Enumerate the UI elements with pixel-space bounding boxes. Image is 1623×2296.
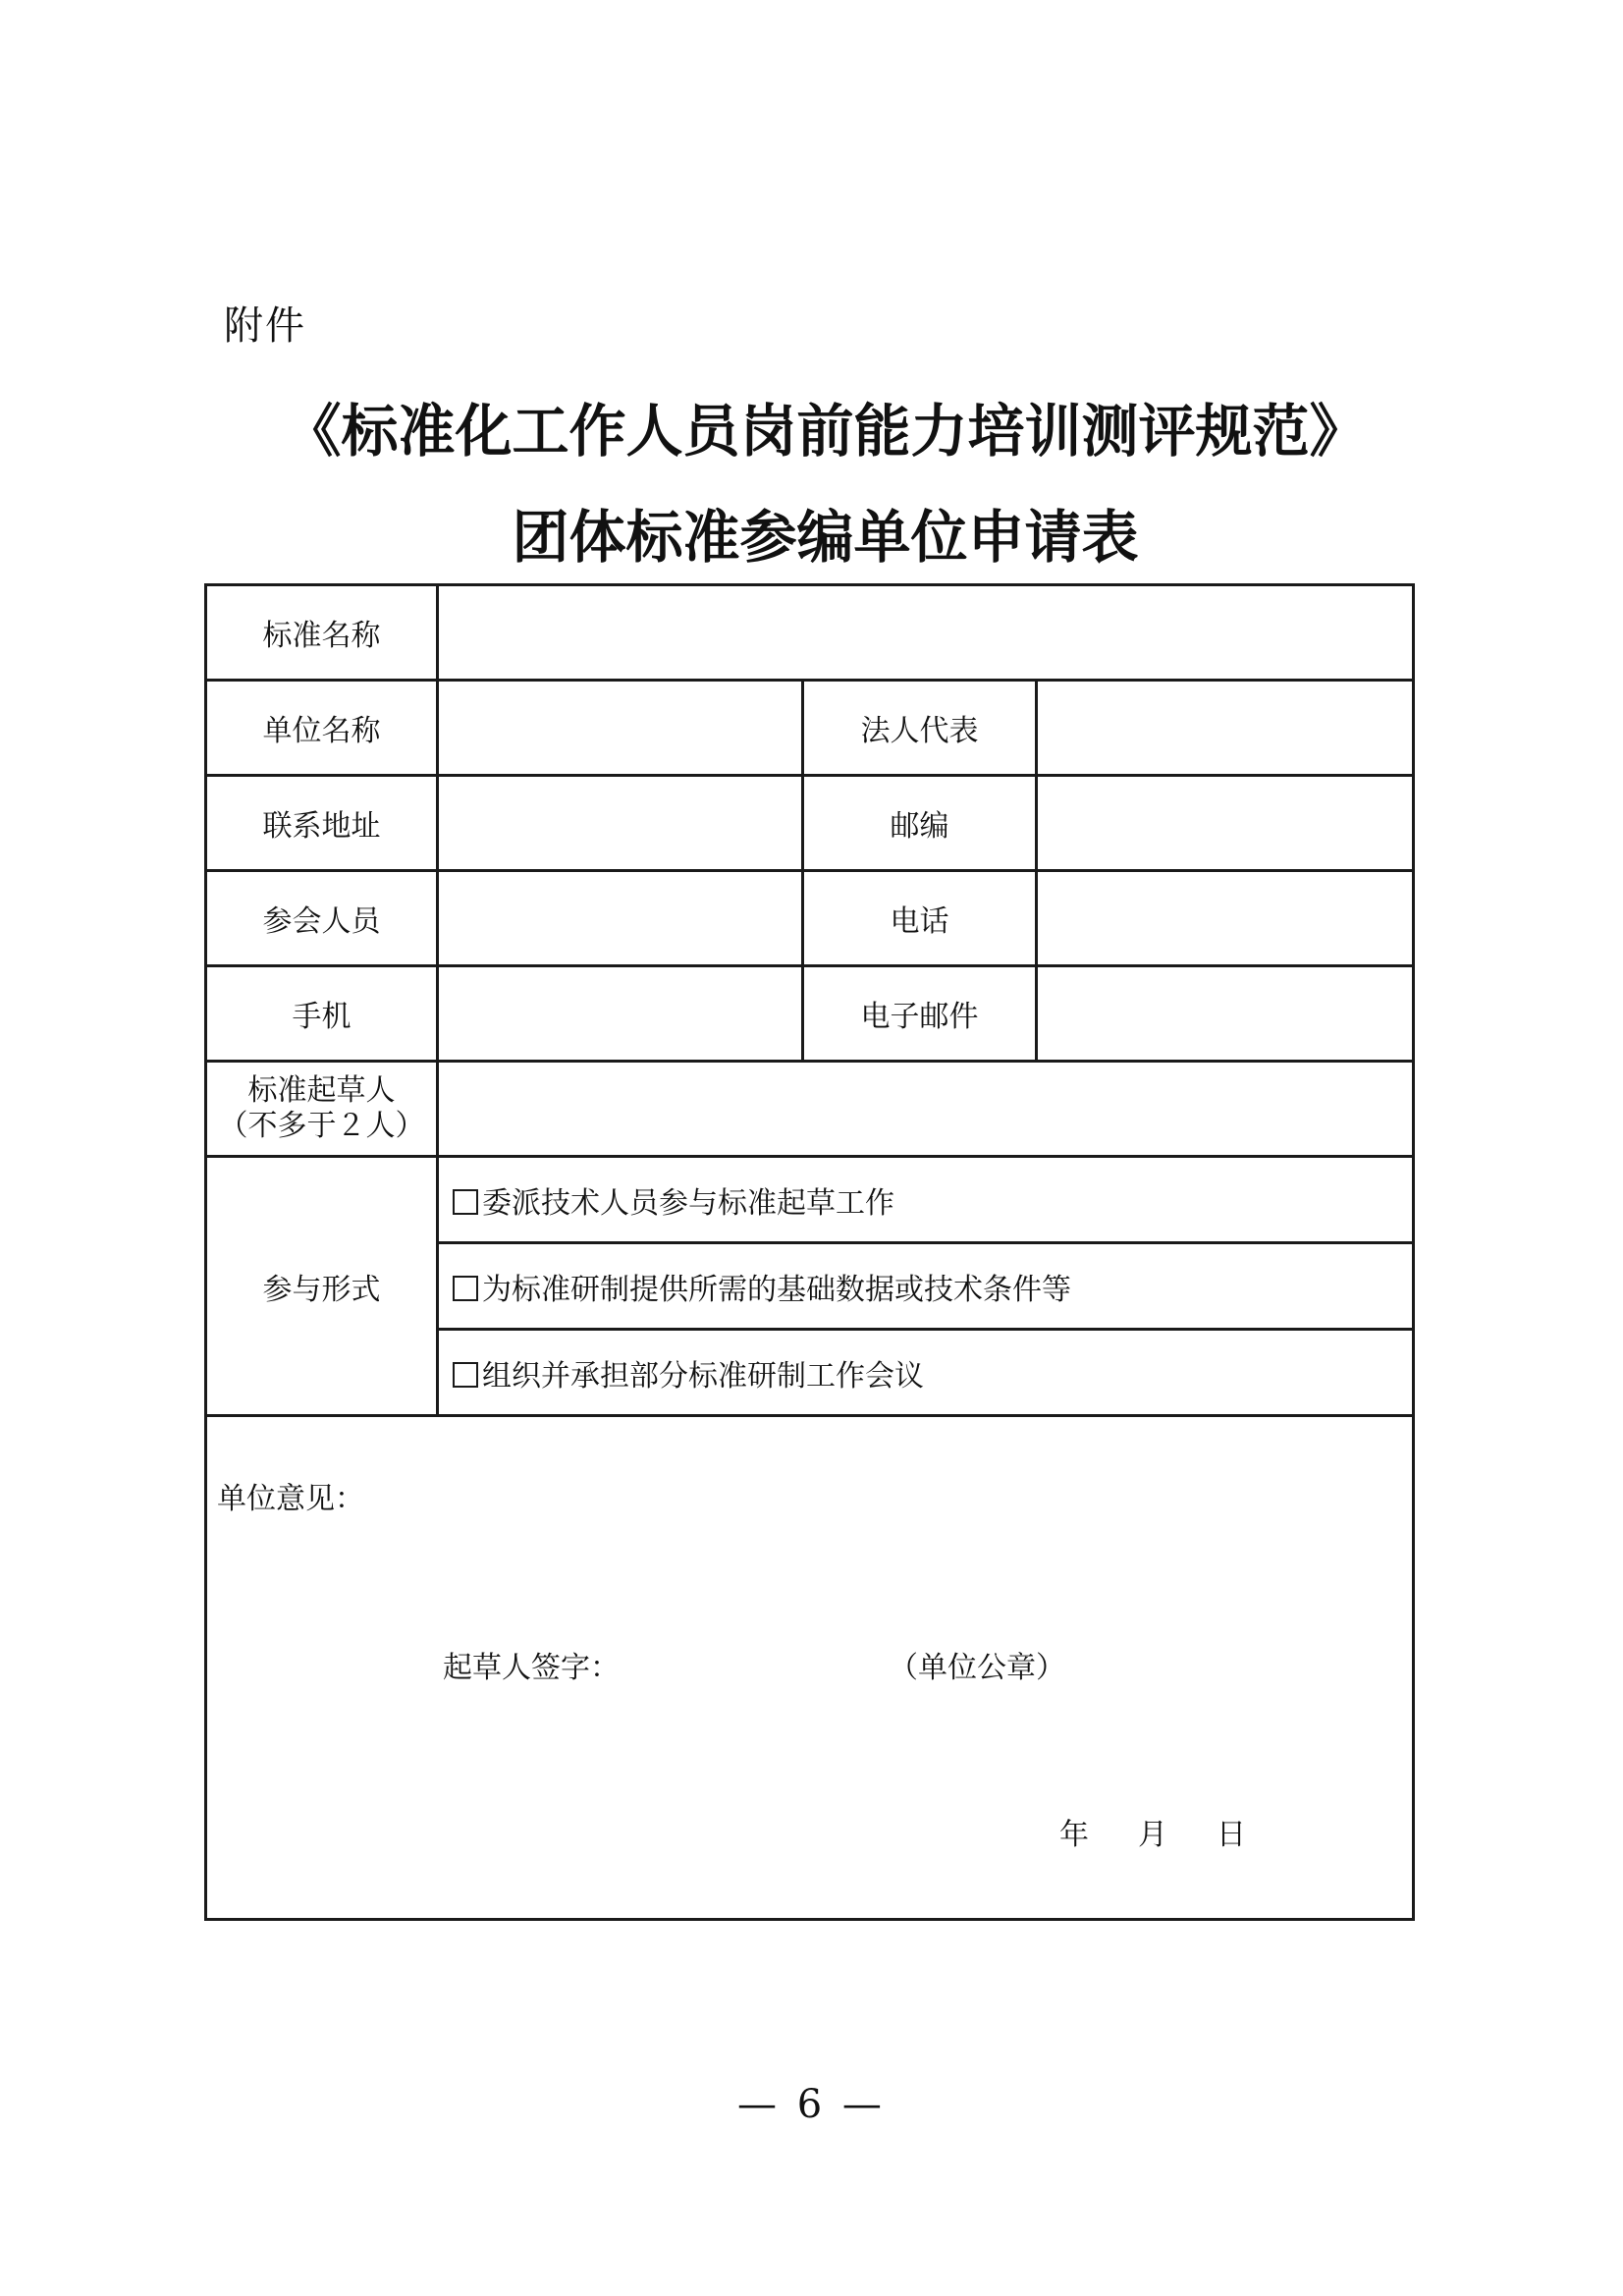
address-label: 联系地址 xyxy=(206,776,438,871)
attachment-label: 附件 xyxy=(224,303,306,349)
form-row-participants xyxy=(206,871,1414,966)
postcode-field[interactable] xyxy=(1037,776,1414,871)
opinion-cell[interactable] xyxy=(206,1416,1414,1920)
standard-name-label: 标准名称 xyxy=(206,585,438,681)
form-row-address xyxy=(206,776,1414,871)
participants-field[interactable] xyxy=(438,871,803,966)
phone-label: 电话 xyxy=(803,871,1037,966)
drafter-label-line1: 标准起草人 xyxy=(247,1073,396,1108)
postcode-label: 邮编 xyxy=(803,776,1037,871)
email-label: 电子邮件 xyxy=(803,966,1037,1062)
option-1-label: 委派技术人员参与标准起草工作 xyxy=(482,1185,894,1221)
opinion-area xyxy=(207,1417,1412,1918)
page-title-line1: 《标准化工作人员岗前能力培训测评规范》 xyxy=(284,398,1367,465)
phone-field[interactable] xyxy=(1037,871,1414,966)
option-3-label: 组织并承担部分标准研制工作会议 xyxy=(482,1358,924,1394)
option-3[interactable] xyxy=(438,1330,1414,1416)
participants-label: 参会人员 xyxy=(206,871,438,966)
form-row-mobile xyxy=(206,966,1414,1062)
drafter-label xyxy=(206,1062,438,1157)
checkbox-icon[interactable] xyxy=(453,1189,478,1215)
email-field[interactable] xyxy=(1037,966,1414,1062)
date-year: 年 xyxy=(1059,1818,1089,1852)
address-field[interactable] xyxy=(438,776,803,871)
mobile-label: 手机 xyxy=(206,966,438,1062)
participation-label: 参与形式 xyxy=(206,1157,438,1416)
application-form xyxy=(204,583,1415,1921)
mobile-field[interactable] xyxy=(438,966,803,1062)
option-1[interactable] xyxy=(438,1157,1414,1243)
page-title-line2: 团体标准参编单位申请表 xyxy=(512,504,1139,571)
opinion-label: 单位意见： xyxy=(217,1482,364,1516)
signature-label: 起草人签字： xyxy=(443,1651,620,1685)
page-number: — 6 — xyxy=(737,2082,886,2127)
form-row-opinion xyxy=(206,1416,1414,1920)
option-2[interactable] xyxy=(438,1243,1414,1330)
option-2-label: 为标准研制提供所需的基础数据或技术条件等 xyxy=(482,1272,1071,1307)
checkbox-icon[interactable] xyxy=(453,1362,478,1388)
date-line xyxy=(1059,1810,1295,1853)
legal-rep-label: 法人代表 xyxy=(803,681,1037,776)
date-month: 月 xyxy=(1138,1818,1167,1852)
drafter-field[interactable] xyxy=(438,1062,1414,1157)
date-day: 日 xyxy=(1217,1818,1246,1852)
form-row-option-1 xyxy=(206,1157,1414,1243)
unit-name-label: 单位名称 xyxy=(206,681,438,776)
checkbox-icon[interactable] xyxy=(453,1276,478,1301)
seal-label: （单位公章） xyxy=(889,1651,1065,1685)
form-row-drafter xyxy=(206,1062,1414,1157)
form-row-unit xyxy=(206,681,1414,776)
drafter-label-line2: （不多于２人） xyxy=(218,1109,425,1143)
unit-name-field[interactable] xyxy=(438,681,803,776)
standard-name-field[interactable] xyxy=(438,585,1414,681)
legal-rep-field[interactable] xyxy=(1037,681,1414,776)
form-row-standard-name xyxy=(206,585,1414,681)
